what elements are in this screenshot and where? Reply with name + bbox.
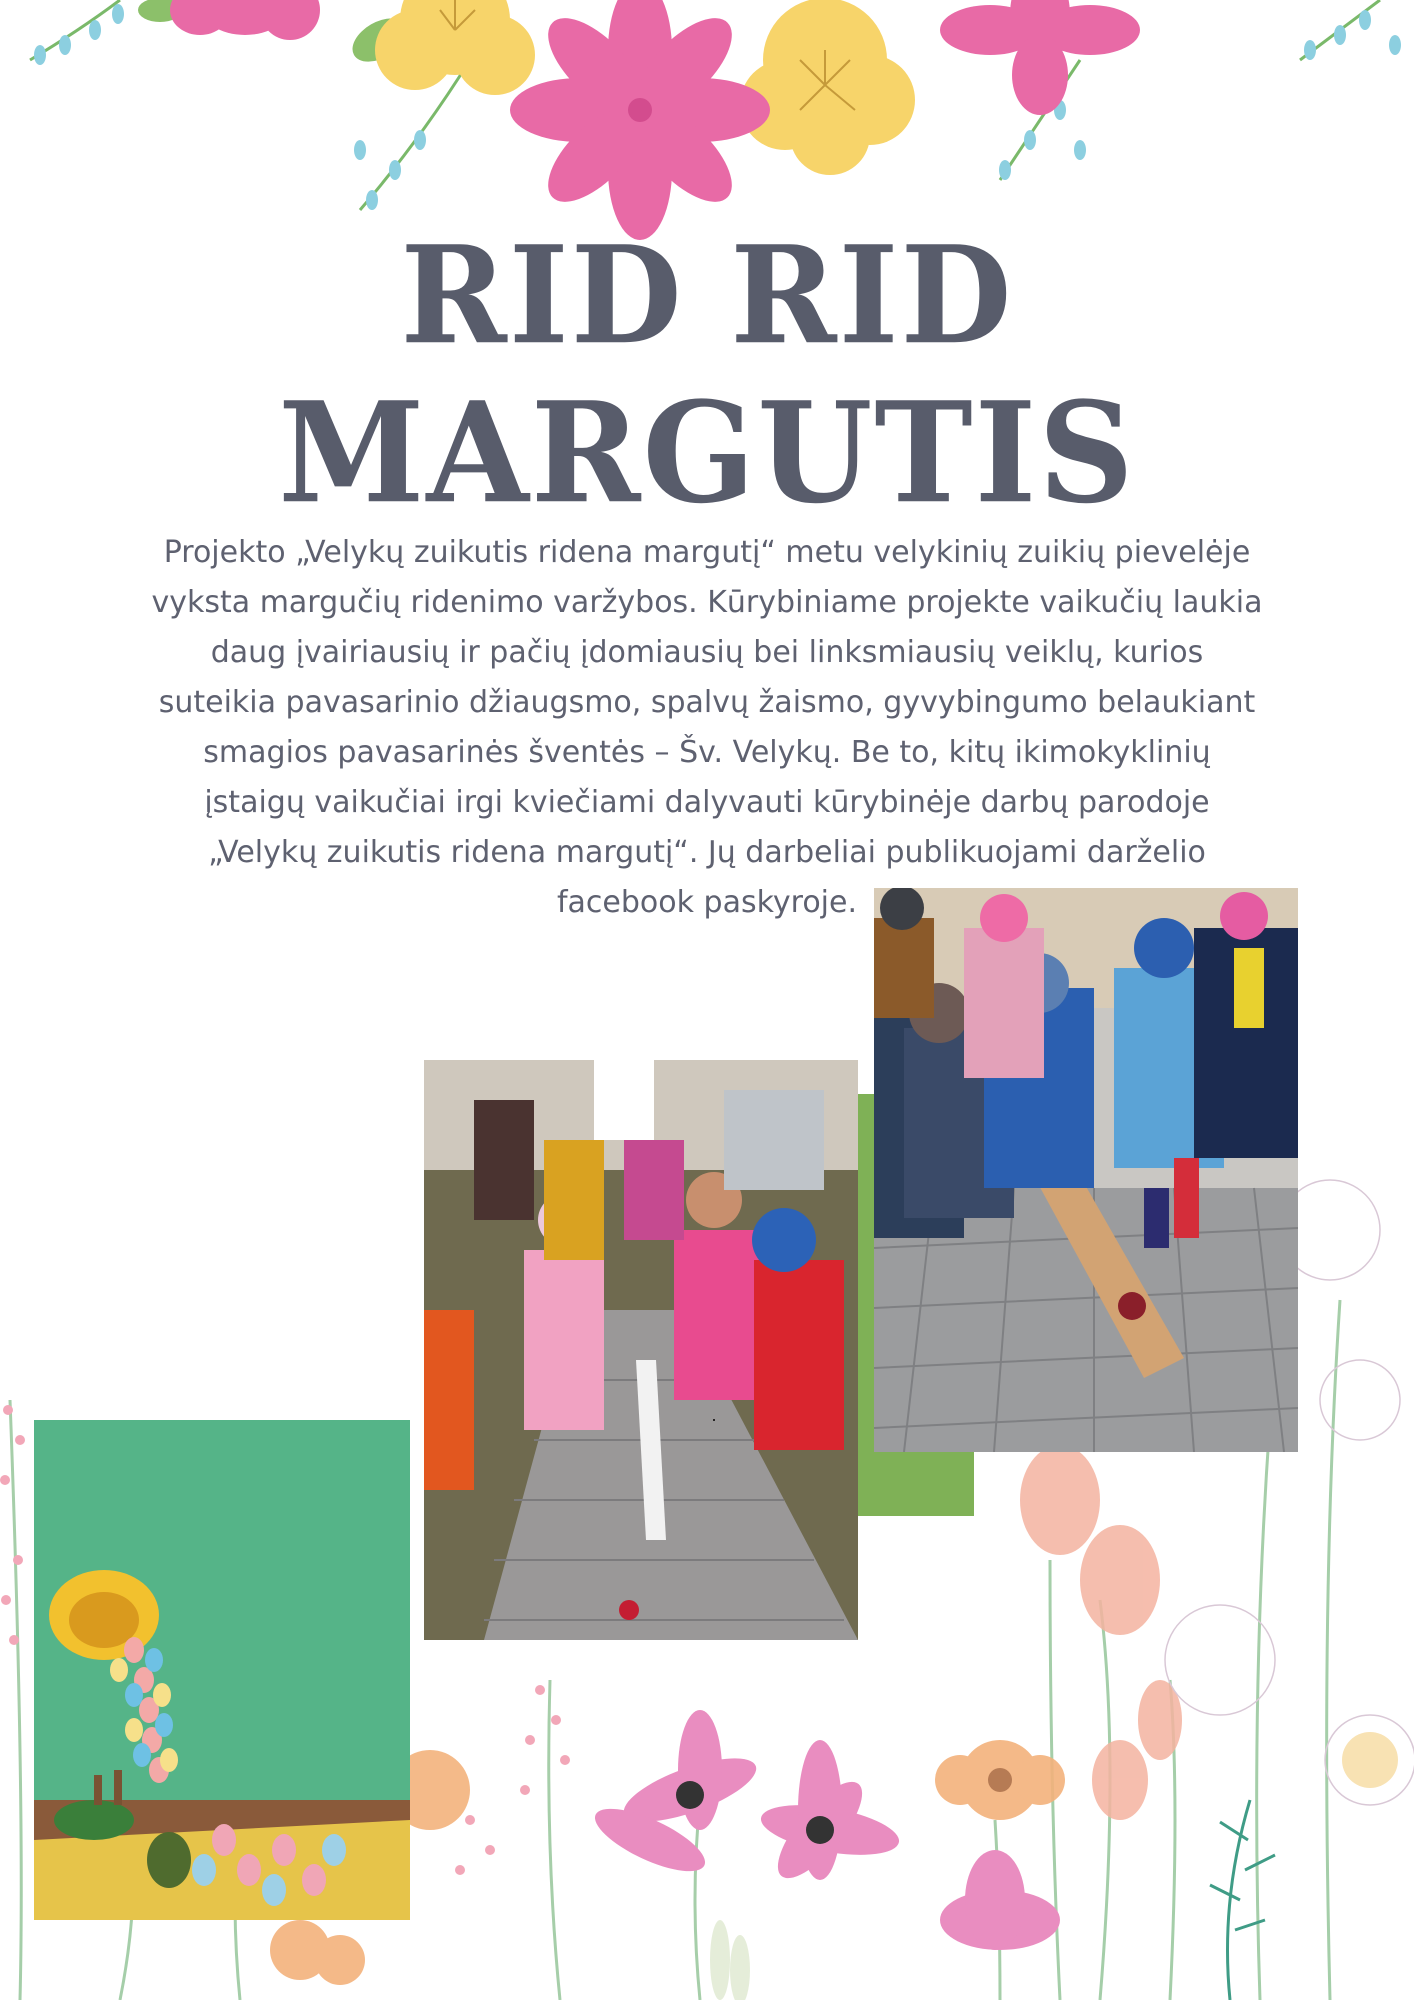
photo-children-group (874, 888, 1298, 1452)
page-title-line1: RID RID (400, 217, 1014, 375)
body-paragraph: Projekto „Velykų zuikutis ridena margutį“ metu velykinių zuikių pievelėje vyksta margučių ridenimo varžybos. Kūrybiniame projekte vaikučių laukia daug įvairiausių ir pačių įdomiausių bei linksmiausių veiklų, kurios suteikia pavasarinio džiaugsmo, spalvų žaismo, gyvybingumo belaukiant smagios pavasarinės šventės – Šv. Velykų. Be to, kitų ikimokyklinių įstaigų vaikučiai irgi kviečiami dalyvauti kūrybinėje darbų parodoje „Velykų zuikutis ridena margutį“. Jų darbeliai publikuojami darželio facebook paskyroje. (151, 535, 1263, 920)
photo-egg-craft (34, 1420, 410, 1920)
photo-egg-path (424, 1060, 858, 1640)
page-title-line2: MARGUTIS (278, 372, 1136, 535)
